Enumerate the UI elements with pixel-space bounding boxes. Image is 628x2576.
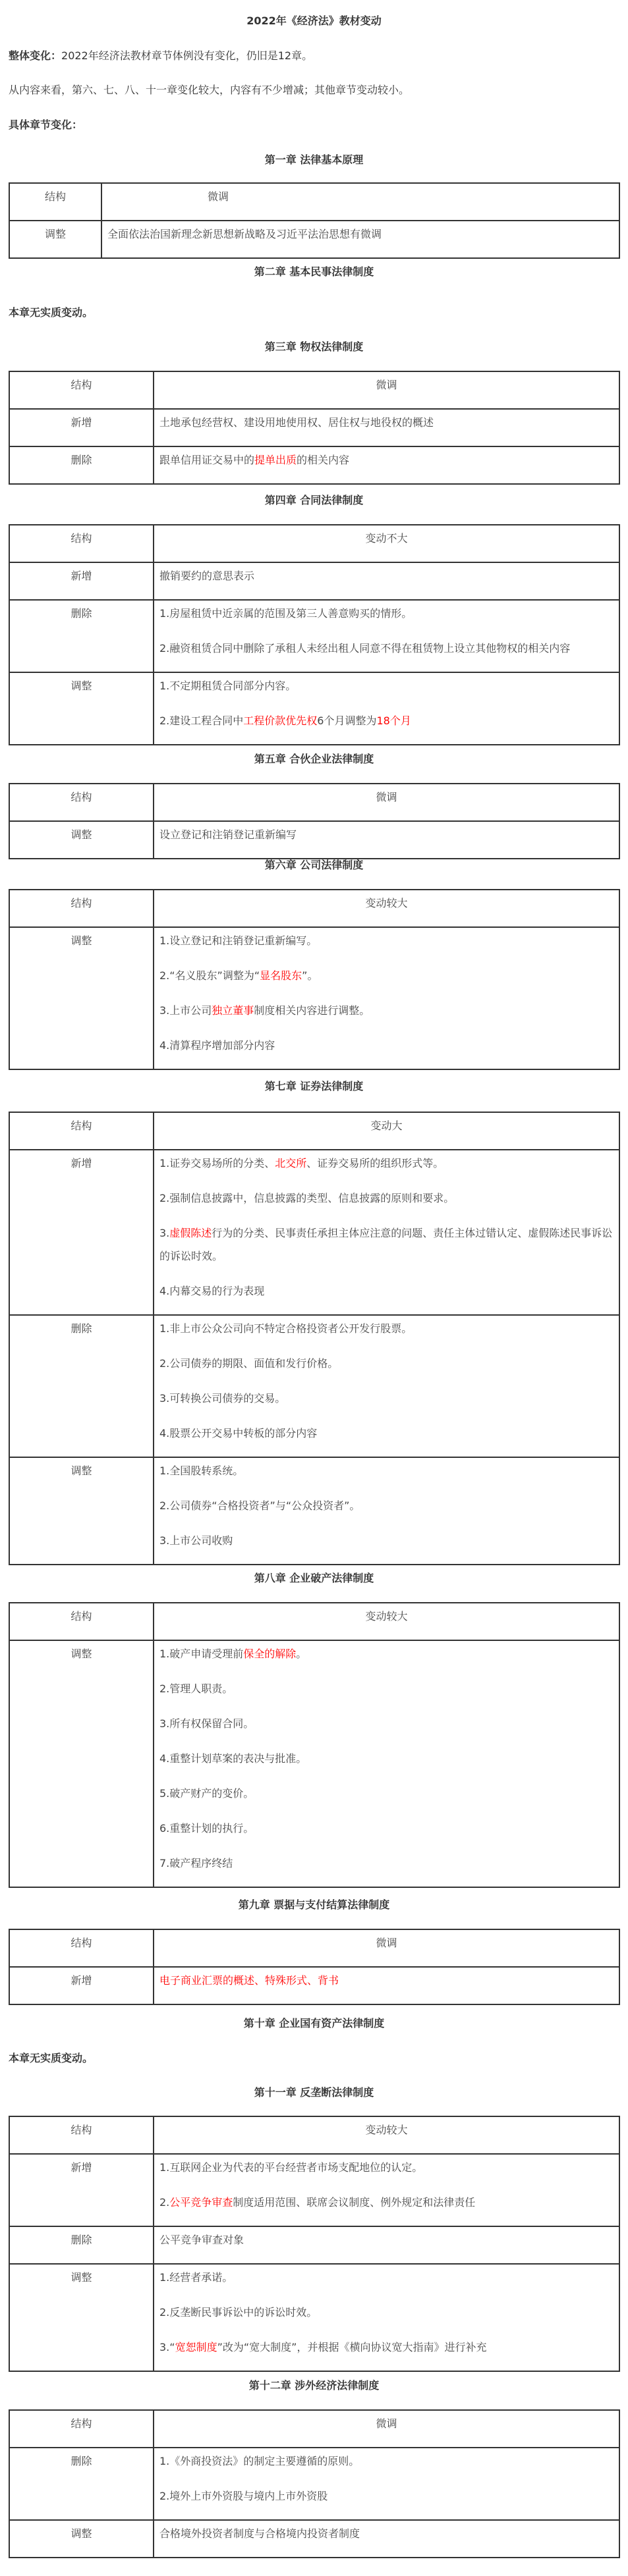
text-segment: 3.可转换公司债券的交易。 [159,1392,286,1405]
highlighted-text: 宽恕制度 [175,2341,217,2353]
highlighted-text: 独立董事 [212,1004,254,1017]
change-content-cell [154,1457,619,1565]
highlighted-text: 公平竞争审查 [169,2196,233,2209]
change-type: 调整 [71,2271,92,2284]
change-content-cell [154,1967,619,2004]
table-row [9,600,619,672]
change-item [107,223,614,246]
table-header-row [9,784,619,821]
change-type-cell [9,1457,154,1565]
table-row [9,927,619,1069]
column-header-change-level [154,1929,619,1967]
text-segment: 设立登记和注销登记重新编写 [159,828,297,841]
change-type-cell [9,446,154,484]
column-header-structure [9,2116,154,2154]
change-type-cell [9,2264,154,2371]
column-header-change-level [154,2116,619,2154]
change-content-cell [101,221,619,258]
change-content-cell [154,821,619,859]
change-item [159,2450,614,2473]
table-row [9,1150,619,1315]
table-row [9,1315,619,1457]
text-segment: 合格境外投资者制度与合格境内投资者制度 [159,2527,360,2540]
header-text: 微调 [376,2417,397,2430]
text-segment: 6.重整计划的执行。 [159,1822,254,1835]
change-item [159,2228,614,2251]
change-table [9,182,620,259]
header-text: 结构 [71,791,92,803]
table-row [9,2154,619,2226]
text-segment: 1.全国股转系统。 [159,1464,244,1477]
change-item [159,1494,614,1517]
text-segment: ”。 [302,969,318,982]
text-segment: 1.破产申请受理前 [159,1648,244,1660]
chapter-heading: 第三章 物权法律制度 [264,340,364,353]
change-item [159,674,614,697]
chapter-heading: 第九章 票据与支付结算法律制度 [238,1898,390,1911]
table-row [9,2226,619,2264]
change-item [159,1352,614,1375]
change-item [159,2301,614,2324]
text-segment: 1.不定期租赁合同部分内容。 [159,680,297,692]
column-header-change-level [154,890,619,927]
column-header-structure [9,525,154,562]
table-row [9,2520,619,2558]
change-item [159,2484,614,2508]
column-header-change-level [154,2410,619,2448]
table-row [9,221,619,258]
column-header-structure [9,1603,154,1640]
change-type-cell [9,672,154,745]
overall-change-label: 整体变化： [9,49,62,62]
change-type: 新增 [71,1974,92,1987]
change-item [159,1422,614,1445]
text-segment: 2.反垄断民事诉讼中的诉讼时效。 [159,2306,318,2319]
page-title: 2022年《经济法》教材变动 [246,14,382,27]
change-content-cell [154,409,619,446]
text-segment: 2.强制信息披露中，信息披露的类型、信息披露的原则和要求。 [159,1192,455,1204]
change-item [159,929,614,952]
table-header-row [9,1603,619,1640]
chapter-heading: 第五章 合伙企业法律制度 [254,753,374,765]
change-item [159,1034,614,1057]
chapter-heading: 第四章 合同法律制度 [264,494,364,506]
change-content-cell [154,927,619,1069]
table-header-row [9,2116,619,2154]
change-type: 新增 [71,570,92,582]
text-segment: ”改为“宽大制度”，并根据《横向协议宽大指南》进行补充 [217,2341,487,2353]
column-header-structure [9,183,101,221]
change-type-cell [9,600,154,672]
table-header-row [9,1929,619,1967]
chapter-heading: 第六章 公司法律制度 [264,859,364,871]
header-text: 结构 [71,532,92,545]
chapter-heading: 第一章 法律基本原理 [264,153,364,166]
text-segment: 的相关内容 [297,454,350,466]
header-text: 变动较大 [365,1610,408,1623]
table-row [9,2448,619,2520]
change-type: 新增 [71,416,92,429]
change-type: 删除 [71,2234,92,2246]
text-segment: 制度适用范围、联席会议制度、例外规定和法律责任 [233,2196,476,2209]
change-item [159,1387,614,1410]
table-header-row [9,371,619,409]
overall-change [9,49,312,63]
chapter-heading: 第八章 企业破产法律制度 [254,1572,374,1584]
highlighted-text: 电子商业汇票的概述、特殊形式、背书 [159,1974,339,1987]
change-type-cell [9,1967,154,2004]
change-item [159,564,614,587]
change-item [159,2156,614,2179]
text-segment: 3.“ [159,2341,175,2353]
change-type: 调整 [71,828,92,841]
change-table [9,524,620,745]
text-segment: 。 [296,1648,307,1660]
table-row [9,409,619,446]
chapter-note: 本章无实质变动。 [9,306,94,319]
text-segment: 1.设立登记和注销登记重新编写。 [159,934,318,947]
column-header-change-level [154,1603,619,1640]
column-header-structure [9,2410,154,2448]
table-header-row [9,1112,619,1150]
change-item [159,1152,614,1175]
header-text: 结构 [71,1119,92,1132]
table-row [9,821,619,859]
change-type-cell [9,562,154,600]
header-text: 变动较大 [365,2124,408,2136]
table-row [9,562,619,600]
header-text: 结构 [71,2124,92,2136]
text-segment: 2.融资租赁合同中删除了承租人未经出租人同意不得在租赁物上设立其他物权的相关内容 [159,642,571,655]
change-table [9,1929,620,2005]
chapter-heading: 第十一章 反垄断法律制度 [254,2086,374,2099]
text-segment: 7.破产程序终结 [159,1857,233,1869]
table-row [9,1457,619,1565]
header-text: 变动不大 [365,532,408,545]
text-segment: 公平竞争审查对象 [159,2234,244,2246]
change-item [159,709,614,732]
text-segment: 4.股票公开交易中转板的部分内容 [159,1427,318,1439]
change-type: 新增 [71,2161,92,2174]
text-segment: 3.所有权保留合同。 [159,1717,254,1730]
change-content-cell [154,1315,619,1457]
header-text: 变动大 [370,1119,403,1132]
chapter-heading: 第十二章 涉外经济法律制度 [248,2379,380,2392]
text-segment: 1.互联网企业为代表的平台经营者市场支配地位的认定。 [159,2161,423,2174]
text-segment: 6个月调整为 [317,714,377,727]
table-row [9,672,619,745]
change-content-cell [154,562,619,600]
change-item [159,2336,614,2359]
change-content-cell [154,2448,619,2520]
change-item [159,2522,614,2545]
change-type: 调整 [71,1464,92,1477]
change-type: 删除 [71,2455,92,2467]
text-segment: 4.重整计划草案的表决与批准。 [159,1752,307,1765]
change-type-cell [9,1150,154,1315]
change-table [9,889,620,1070]
table-row [9,1967,619,2004]
header-text: 结构 [71,897,92,909]
change-item [159,1317,614,1340]
change-item [159,1817,614,1840]
table-row [9,1640,619,1887]
change-type-cell [9,221,101,258]
table-header-row [9,2410,619,2448]
change-item [159,1969,614,1992]
table-header-row [9,890,619,927]
change-type: 删除 [71,607,92,620]
change-content-cell [154,2520,619,2558]
change-item [159,999,614,1022]
specific-changes-label: 具体章节变化： [9,119,83,131]
highlighted-text: 显名股东 [260,969,302,982]
table-row [9,2264,619,2371]
column-header-change-level [154,371,619,409]
text-segment: 4.清算程序增加部分内容 [159,1039,275,1052]
column-header-change-level [101,183,619,221]
text-segment: 5.破产财产的变价。 [159,1787,254,1800]
change-table [9,371,620,485]
header-text: 微调 [376,791,397,803]
change-item [159,1187,614,1210]
text-segment: 2.建设工程合同中 [159,714,244,727]
change-item [159,2266,614,2289]
text-segment: 2.公司债券的期限、面值和发行价格。 [159,1357,339,1370]
change-item [159,1279,614,1302]
chapter-note: 本章无实质变动。 [9,2052,94,2064]
change-type-cell [9,1315,154,1457]
text-segment: 全面依法治国新理念新思想新战略及习近平法治思想有微调 [107,228,382,240]
text-segment: 3.上市公司 [159,1004,212,1017]
header-text: 变动较大 [365,897,408,909]
text-segment: 撤销要约的意思表示 [159,570,255,582]
change-item [159,1459,614,1482]
change-item [159,1677,614,1700]
change-item [159,602,614,625]
change-item [159,2191,614,2214]
text-segment: 土地承包经营权、建设用地使用权、居住权与地役权的概述 [159,416,434,429]
chapter-heading: 第十章 企业国有资产法律制度 [243,2017,385,2029]
change-type-cell [9,1640,154,1887]
change-type-cell [9,2226,154,2264]
header-text: 结构 [71,379,92,391]
change-type-cell [9,2154,154,2226]
text-segment: 行为的分类、民事责任承担主体应注意的问题、责任主体过错认定、虚假陈述民事诉讼的诉讼时效。 [159,1227,613,1262]
change-type-cell [9,2448,154,2520]
change-content-cell [154,2154,619,2226]
change-content-cell [154,600,619,672]
change-item [159,1529,614,1552]
change-item [159,1642,614,1665]
column-header-structure [9,1929,154,1967]
change-type: 调整 [71,2527,92,2540]
highlighted-text: 提单出质 [254,454,297,466]
change-table [9,1112,620,1565]
column-header-structure [9,1112,154,1150]
change-table [9,2116,620,2372]
table-header-row [9,183,619,221]
highlighted-text: 工程价款优先权 [243,714,318,727]
chapter-heading: 第二章 基本民事法律制度 [254,265,374,278]
change-item [159,1712,614,1735]
change-content-cell [154,672,619,745]
header-text: 微调 [208,190,229,203]
overall-change-text: 2022年经济法教材章节体例没有变化，仍旧是12章。 [61,49,313,62]
change-table [9,783,620,859]
column-header-change-level [154,525,619,562]
column-header-change-level [154,1112,619,1150]
header-text: 微调 [376,1937,397,1949]
text-segment: 2.公司债券“合格投资者”与“公众投资者”。 [159,1499,360,1512]
highlighted-text: 北交所 [275,1157,307,1169]
change-type: 调整 [71,1648,92,1660]
change-type: 新增 [71,1157,92,1169]
change-item [159,1852,614,1875]
text-segment: 4.内幕交易的行为表现 [159,1285,265,1297]
text-segment: 、证券交易所的组织形式等。 [306,1157,444,1169]
header-text: 结构 [71,1610,92,1623]
change-table [9,2409,620,2558]
text-segment: 1.经营者承诺。 [159,2271,233,2284]
change-item [159,1782,614,1805]
change-type-cell [9,821,154,859]
header-text: 结构 [71,2417,92,2430]
text-segment: 1.房屋租赁中近亲属的范围及第三人善意购买的情形。 [159,607,413,620]
change-content-cell [154,2264,619,2371]
text-segment: 跟单信用证交易中的 [159,454,255,466]
header-text: 结构 [71,1937,92,1949]
highlighted-text: 保全的解除 [243,1648,297,1660]
change-type-cell [9,409,154,446]
change-content-cell [154,1150,619,1315]
change-type: 删除 [71,1322,92,1335]
text-segment: 2.管理人职责。 [159,1682,233,1695]
change-item [159,1221,614,1268]
change-item [159,411,614,434]
column-header-structure [9,784,154,821]
text-segment: 1.非上市公众公司向不特定合格投资者公开发行股票。 [159,1322,413,1335]
change-content-cell [154,446,619,484]
text-segment: 2.境外上市外资股与境内上市外资股 [159,2490,328,2502]
header-text: 结构 [44,190,66,203]
change-content-cell [154,2226,619,2264]
change-type-cell [9,927,154,1069]
column-header-structure [9,371,154,409]
change-item [159,448,614,471]
column-header-change-level [154,784,619,821]
change-item [159,1747,614,1770]
text-segment: 2.“名义股东”调整为“ [159,969,260,982]
change-type-cell [9,2520,154,2558]
highlighted-text: 18个月 [376,714,411,727]
text-segment: 3.上市公司收购 [159,1534,233,1547]
text-segment: 2. [159,2196,170,2209]
change-item [159,823,614,846]
change-type: 删除 [71,454,92,466]
text-segment: 3. [159,1227,170,1239]
change-item [159,637,614,660]
header-text: 微调 [376,379,397,391]
table-row [9,446,619,484]
change-type: 调整 [71,680,92,692]
change-table [9,1602,620,1888]
summary-text: 从内容来看，第六、七、八、十一章变化较大，内容有不少增减；其他章节变动较小。 [9,84,410,96]
highlighted-text: 虚假陈述 [169,1227,212,1239]
text-segment: 制度相关内容进行调整。 [254,1004,370,1017]
text-segment: 1.证券交易场所的分类、 [159,1157,275,1169]
text-segment: 1.《外商投资法》的制定主要遵循的原则。 [159,2455,360,2467]
change-item [159,964,614,987]
table-header-row [9,525,619,562]
change-type: 调整 [71,934,92,947]
column-header-structure [9,890,154,927]
chapter-heading: 第七章 证券法律制度 [264,1080,364,1092]
change-type: 调整 [44,228,66,240]
change-content-cell [154,1640,619,1887]
